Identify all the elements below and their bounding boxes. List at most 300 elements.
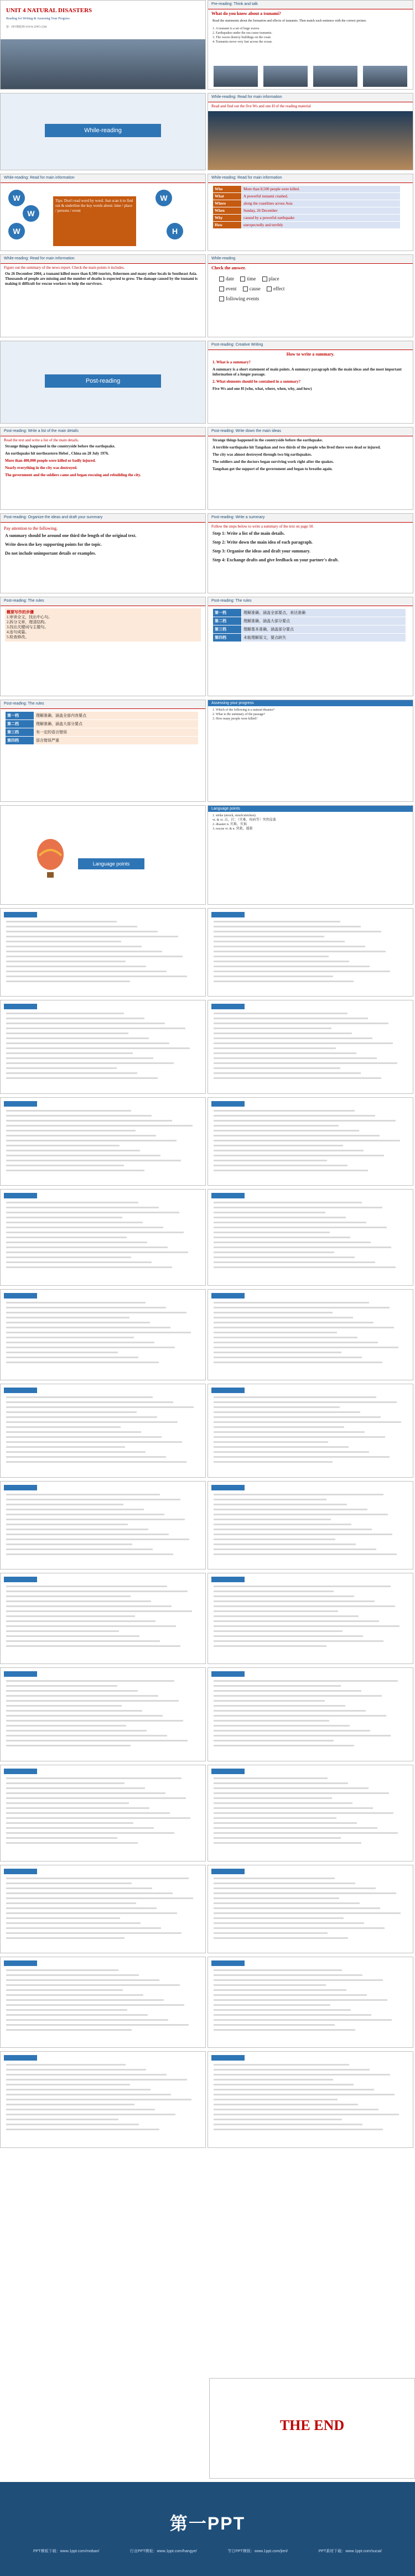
text-line [214, 1539, 335, 1540]
text-line [6, 2024, 189, 2026]
text-line [214, 1640, 383, 1642]
check-row: event cause effect [219, 284, 408, 294]
slide-11[interactable] [0, 427, 206, 510]
slide-12[interactable] [208, 427, 413, 510]
text-line [6, 1155, 160, 1156]
rubric-table [212, 608, 406, 642]
text-line [214, 1451, 369, 1453]
slide-header: Post-reading: Write down the main ideas [208, 427, 413, 436]
slide-tag [4, 912, 37, 917]
text-line [6, 1135, 156, 1136]
slide-tag [4, 1769, 37, 1774]
slide-tag [4, 1485, 37, 1490]
slide-19[interactable] [0, 805, 206, 905]
text-line [214, 1057, 377, 1059]
tsunami-photo-4 [363, 66, 407, 87]
text-line [6, 971, 167, 972]
text-line [214, 2084, 354, 2085]
text-line [214, 1735, 391, 1737]
slide-header: Post-reading: Write a list of the main details [1, 427, 205, 436]
text-line [214, 961, 349, 962]
table-row: 第二档 理解准确，涵盖大部分要点 [213, 617, 406, 625]
question-list: 1. Which of the following is a natural disaster? 2. What is the summary of the passage? 3. How many people were killed? [212, 708, 275, 721]
slide-question: What do you know about a tsunami? [211, 11, 281, 16]
language-point-slide[interactable] [0, 1097, 206, 1186]
text-line [6, 1426, 121, 1428]
slide-9[interactable] [0, 341, 206, 424]
text-line [214, 1504, 347, 1505]
text-line [6, 1446, 125, 1448]
text-line [214, 1822, 357, 1824]
text-line [214, 1037, 372, 1039]
slide-tag [211, 1004, 245, 1009]
text-line [214, 1431, 365, 1433]
text-line [6, 1421, 178, 1423]
text-line [214, 1150, 364, 1151]
language-point-slide[interactable] [0, 1765, 206, 1861]
language-point-row [0, 1097, 415, 1186]
language-point-row [0, 1573, 415, 1664]
language-point-slide[interactable] [208, 1957, 413, 2048]
slide-20[interactable] [208, 805, 413, 905]
language-point-slide[interactable] [208, 1000, 413, 1094]
checkbox[interactable] [219, 296, 224, 301]
text-line [214, 976, 333, 977]
end-text: THE END [279, 2417, 345, 2433]
text-line [214, 1710, 366, 1712]
footer-link[interactable]: 行业PPT模板：www.1ppt.com/hangye/ [129, 2549, 197, 2553]
text-line [6, 1227, 163, 1228]
language-point-slide[interactable] [0, 1957, 206, 2048]
text-line [6, 2079, 187, 2080]
text-line [6, 1529, 148, 1530]
text-line [214, 1406, 340, 1408]
text-line [6, 1130, 136, 1131]
text-line [6, 1827, 154, 1829]
balloon-icon [34, 839, 67, 883]
text-line [214, 1802, 352, 1804]
checkbox[interactable] [219, 277, 224, 281]
text-line [6, 1705, 122, 1707]
text-line [214, 1237, 350, 1238]
text-line [6, 2014, 148, 2016]
unit-subtitle: Reading for Writing & Assessing Your Progress [6, 17, 70, 20]
slide-tag [4, 1960, 37, 1966]
table-row: 第一档 理解准确，涵盖全部要点，表达准确 [213, 609, 406, 617]
footer-banner [0, 2482, 415, 2576]
section-banner: While-reading [45, 124, 161, 137]
language-point-slide[interactable] [208, 1865, 413, 1953]
slide-tag [211, 1671, 245, 1677]
slide-7[interactable] [0, 254, 206, 337]
text-line [214, 1912, 401, 1914]
text-line [214, 1067, 340, 1069]
tsunami-wave-photo [208, 111, 413, 170]
slide-tag [211, 1577, 245, 1582]
text-line [6, 1600, 151, 1602]
language-point-slide[interactable] [0, 1000, 206, 1094]
text-line [214, 2029, 355, 2031]
text-line [6, 2104, 134, 2105]
text-line [6, 1822, 133, 1824]
text-line [214, 981, 354, 982]
tsunami-photo-1 [214, 66, 258, 87]
slide-1[interactable] [0, 0, 206, 90]
slide-subtitle: Read and find out the five Ws and one H of the reading material [211, 104, 311, 108]
row-1 [0, 0, 415, 90]
slide-subtitle: Figure out the summary of the news report. Check the main points it includes. [4, 265, 125, 270]
text-line [6, 1710, 142, 1712]
text-line [6, 1984, 180, 1986]
checkbox[interactable] [240, 277, 245, 281]
language-point-slide[interactable] [0, 1573, 206, 1664]
text-line [214, 1052, 356, 1054]
text-line [214, 1514, 388, 1515]
language-point-slide[interactable] [208, 1481, 413, 1569]
end-slide[interactable] [209, 2378, 415, 2479]
text-line [6, 2009, 127, 2011]
text-line [214, 1974, 362, 1976]
text-line [6, 1897, 193, 1899]
text-line [6, 1431, 141, 1433]
rule-box: 概要写作的步骤 1.审读全文，找出中心句。 2.拆分文章，理清结构。 3.找出关键词与主题句。 4.连句成篇。 5.检查修改。 [5, 608, 201, 642]
row-10 [0, 805, 415, 905]
vocab-list: 1. strike (struck, struck/stricken) vt. & vi. 击，打；（灾难、疾病等）突然侵袭 2. disaster n. 灾难，灾祸 3. rescue vt. & n. 营救，援救 [212, 814, 276, 831]
text-line [6, 2019, 168, 2021]
checkbox[interactable] [243, 286, 248, 291]
language-point-row [0, 1957, 415, 2048]
language-point-row [0, 1189, 415, 1286]
text-line [6, 1217, 122, 1218]
footer-link[interactable]: PPT模板下载：www.1ppt.com/moban/ [33, 2549, 100, 2553]
text-line [214, 1529, 372, 1530]
text-line [6, 926, 137, 927]
text-line [6, 1917, 120, 1919]
text-line [6, 1690, 138, 1692]
text-line [6, 1539, 189, 1540]
text-line [6, 921, 117, 922]
text-line [214, 1887, 376, 1889]
text-line [214, 1705, 345, 1707]
slide-tag [4, 1869, 37, 1874]
slide-3[interactable] [0, 93, 206, 170]
slide-2[interactable] [208, 0, 413, 90]
list-item: 1. A tsunami is a set of huge waves. [212, 27, 260, 30]
tsunami-photo-2 [263, 66, 308, 87]
text-line [214, 2124, 362, 2125]
text-line [6, 1524, 128, 1525]
text-line [6, 1720, 183, 1722]
text-line [214, 1461, 333, 1463]
text-line [214, 1499, 326, 1500]
checkbox[interactable] [262, 277, 267, 281]
table-row: Who More than 8,500 people were killed. [213, 186, 401, 193]
text-line [214, 1524, 351, 1525]
text-line [214, 1745, 354, 1746]
text-line [214, 2104, 358, 2105]
text-line [214, 1165, 347, 1166]
text-line [214, 2014, 371, 2016]
slide-header: Post-reading: Creative Writing [208, 341, 413, 350]
text-line [214, 1832, 398, 1834]
steps-list: Step 1: Write a list of the main details. Step 2: Write down the main idea of each paragraph. Step 3: Organise the ideas and draft your summary. Step 4: Exchange drafts and give feedback on your partner's draft. [212, 531, 339, 562]
language-point-slide[interactable] [0, 908, 206, 997]
text-line [6, 1252, 188, 1253]
check-row: following events [219, 294, 408, 304]
text-line [214, 2129, 383, 2130]
text-line [214, 1645, 326, 1647]
language-point-slide[interactable] [0, 1865, 206, 1953]
text-line [214, 1062, 397, 1064]
checkbox[interactable] [219, 286, 224, 291]
text-line [214, 1777, 328, 1779]
text-line [214, 1591, 334, 1592]
language-point-slide[interactable] [0, 1189, 206, 1286]
text-line [214, 1357, 362, 1358]
text-line [6, 2004, 184, 2006]
text-line [6, 1256, 131, 1258]
footer-link[interactable]: 节日PPT模板：www.1ppt.com/jieri/ [227, 2549, 288, 2553]
text-line [214, 1317, 353, 1318]
text-line [6, 1150, 140, 1151]
text-line [6, 1792, 165, 1794]
slide-tag [211, 1960, 245, 1966]
text-line [6, 2074, 167, 2076]
text-line [6, 1317, 129, 1318]
text-line [214, 1130, 359, 1131]
slide-tag [4, 1388, 37, 1393]
text-line [6, 2109, 155, 2110]
text-line [6, 1237, 127, 1238]
text-line [6, 1499, 180, 1500]
text-line [214, 1327, 394, 1328]
text-line [6, 2114, 175, 2115]
text-line [6, 1332, 191, 1333]
text-line [6, 2089, 151, 2090]
text-line [214, 1261, 375, 1263]
slide-16[interactable] [208, 597, 413, 696]
text-line [214, 1720, 329, 1722]
language-point-slide[interactable] [0, 1289, 206, 1380]
text-line [6, 2084, 130, 2085]
h-circle: H [167, 223, 183, 239]
language-point-row [0, 908, 415, 997]
text-line [6, 1033, 128, 1034]
text-line [214, 1605, 395, 1607]
language-point-slide[interactable] [0, 1667, 206, 1761]
unit-title: UNIT 4 NATURAL DISASTERS [6, 7, 92, 14]
language-point-slide[interactable] [208, 1189, 413, 1286]
text-line [214, 1110, 355, 1112]
text-line [214, 951, 386, 952]
text-line [214, 1494, 383, 1495]
text-line [6, 1807, 149, 1809]
text-line [6, 1125, 193, 1127]
table-row: 第四档 未能理解原文，要点缺失 [213, 634, 406, 642]
slide-tag [211, 1869, 245, 1874]
text-line [6, 936, 178, 937]
text-line [6, 1685, 117, 1687]
text-line [6, 1892, 173, 1894]
slide-17[interactable] [0, 700, 206, 802]
text-line [6, 1543, 132, 1545]
text-line [6, 1302, 146, 1303]
text-line [214, 1441, 328, 1443]
text-line [214, 1332, 337, 1333]
cover-photo [1, 39, 206, 90]
language-point-slide[interactable] [208, 1573, 413, 1664]
text-line [214, 2094, 395, 2095]
text-line [214, 1534, 392, 1535]
text-line [6, 1887, 152, 1889]
text-line [214, 1548, 376, 1550]
text-line [6, 1072, 137, 1074]
text-line [214, 1984, 326, 1986]
text-line [6, 1615, 135, 1617]
text-line [6, 1700, 179, 1702]
language-point-slide[interactable] [208, 1667, 413, 1761]
text-line [6, 1591, 188, 1592]
text-line [214, 1018, 368, 1019]
slide-header: Post-reading: Organize the ideas and draft your summary [1, 514, 205, 523]
language-point-slide[interactable] [208, 1289, 413, 1380]
text-line [6, 1441, 182, 1443]
text-line [6, 1994, 143, 1996]
text-line [6, 1812, 170, 1814]
text-line [6, 1456, 166, 1458]
language-point-slide[interactable] [0, 1384, 206, 1478]
table-row: 第二档 理解准确，涵盖大部分要点 [6, 720, 199, 728]
slide-10[interactable] [208, 341, 413, 424]
language-point-row [0, 1289, 415, 1380]
text-line [214, 1302, 369, 1303]
language-point-slide[interactable] [208, 908, 413, 997]
text-line [6, 1401, 173, 1403]
text-line [214, 956, 329, 957]
text-line [214, 1396, 376, 1398]
slide-6[interactable] [208, 174, 413, 251]
text-line [6, 1969, 118, 1971]
language-point-slide[interactable] [208, 1384, 413, 1478]
text-line [6, 1715, 163, 1717]
text-line [214, 1232, 330, 1233]
text-line [6, 2094, 171, 2095]
slide-header: Post-reading: The rules [208, 597, 413, 606]
row-6 [0, 427, 415, 510]
text-line [6, 1357, 138, 1358]
text-line [6, 1062, 174, 1064]
slide-18[interactable] [208, 700, 413, 802]
text-line [214, 1362, 382, 1363]
text-line [6, 1922, 141, 1924]
text-line [6, 1640, 160, 1642]
language-point-slide[interactable] [208, 2051, 413, 2148]
text-line [6, 1787, 145, 1789]
text-line [214, 1115, 375, 1117]
text-line [6, 951, 162, 952]
language-point-slide[interactable] [0, 1481, 206, 1569]
slide-tag [4, 1293, 37, 1299]
slide-header: While-reading: Read for main information [208, 174, 413, 183]
text-line [214, 1247, 391, 1248]
text-line [214, 966, 370, 967]
text-line [6, 1730, 147, 1732]
text-line [6, 1630, 119, 1632]
slide-5[interactable] [0, 174, 206, 251]
text-line [214, 1725, 350, 1727]
text-line [6, 1261, 152, 1263]
slide-14[interactable] [208, 513, 413, 593]
tip-box: Tips: Don't read word by word. Just scan it to find out & underline the key words about: time / place / persons / event [53, 196, 136, 246]
slide-13[interactable] [0, 513, 206, 593]
footer-link[interactable]: PPT素材下载：www.1ppt.com/sucai/ [318, 2549, 382, 2553]
slide-task: Read the statements about the formation and effects of tsunamis. Then match each sentence with the correct picture. [212, 19, 367, 23]
text-line [6, 1047, 190, 1049]
text-line [6, 1989, 123, 1991]
check-row: date time place [219, 274, 408, 284]
text-line [6, 2119, 118, 2120]
text-line [214, 1047, 336, 1049]
text-line [6, 1461, 186, 1463]
text-line [6, 1797, 186, 1799]
rules-list: A summary should be around one third the length of the original text. Write down the key supporting points for the topic. Do not include unimportant details or examples. [5, 533, 137, 556]
slide-subtitle: Read the text and write a list of the main details. [4, 438, 79, 442]
slide-8[interactable] [208, 254, 413, 337]
text-line [6, 1165, 124, 1166]
brand-logo: 第一PPT [169, 2514, 246, 2533]
text-line [214, 921, 340, 922]
text-line [6, 1067, 117, 1069]
text-line [214, 1509, 367, 1510]
text-line [214, 1782, 348, 1784]
list-item: 4. Tsunamis move very fast across the ocean. [212, 40, 273, 44]
language-point-slide[interactable] [208, 1765, 413, 1861]
language-point-slide[interactable] [208, 1097, 413, 1186]
table-row: 第一档 理解准确，涵盖全部内容要点 [6, 712, 199, 720]
slide-subtitle: Pay attention to the following. [4, 526, 58, 531]
language-point-row [0, 1865, 415, 1953]
checkbox[interactable] [267, 286, 272, 291]
text-line [214, 1635, 363, 1637]
slide-15[interactable] [0, 597, 206, 696]
text-line [214, 1837, 341, 1839]
slide-header: Post-reading: The rules [1, 700, 205, 709]
text-line [214, 1999, 387, 2001]
slide-4[interactable] [208, 93, 413, 170]
text-line [6, 2064, 126, 2066]
slide-tag [211, 1193, 245, 1198]
text-line [6, 1312, 186, 1313]
language-point-slide[interactable] [0, 2051, 206, 2148]
text-line [214, 1892, 396, 1894]
text-line [6, 1160, 181, 1161]
slide-title: Language points [208, 806, 413, 812]
table-row: 第四档 语言错误严重 [6, 737, 199, 745]
text-line [214, 1932, 328, 1934]
w-circle: W [8, 190, 25, 206]
text-line [214, 1620, 379, 1622]
text-line [214, 1436, 385, 1438]
text-line [214, 1416, 381, 1418]
table-row: How unexpectedly and terribly [213, 222, 401, 229]
text-line [6, 931, 158, 932]
text-line [6, 1042, 169, 1044]
site-text: 第一PPT模板网-WWW.1PPT.COM [6, 26, 47, 29]
text-line [6, 1620, 155, 1622]
text-line [214, 1600, 375, 1602]
text-line [6, 1817, 190, 1819]
text-line [214, 1700, 325, 1702]
